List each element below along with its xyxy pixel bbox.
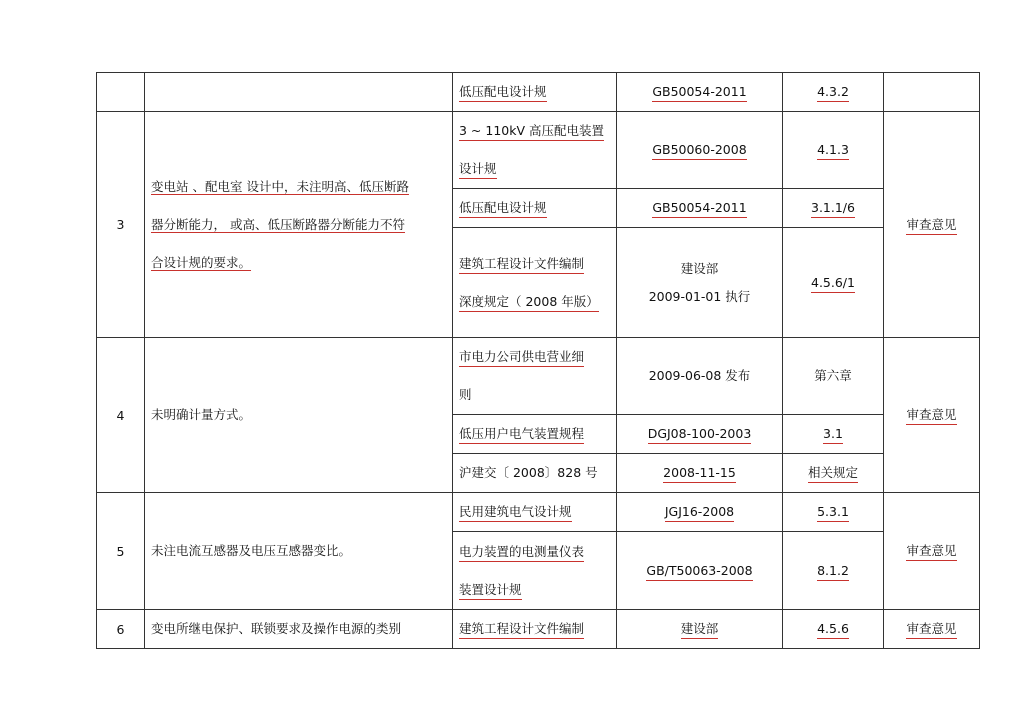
table-row xyxy=(97,610,980,649)
clause-cell: 4.5.6 xyxy=(783,610,884,649)
standard-code-cell: DGJ08-100-2003 xyxy=(617,415,783,454)
table-row xyxy=(97,73,980,112)
standard-code-cell: 2009-06-08 发布 xyxy=(617,338,783,415)
clause-cell: 5.3.1 xyxy=(783,493,884,532)
clause-cell: 8.1.2 xyxy=(783,532,884,610)
standard-name-cell: 低压配电设计规 xyxy=(453,73,617,112)
standard-name-cell: 电力装置的电测量仪表 装置设计规 xyxy=(453,532,617,610)
opinion-cell xyxy=(884,610,980,649)
standard-code-cell: GB50054-2011 xyxy=(617,189,783,228)
standard-code-cell: GB50054-2011 xyxy=(617,73,783,112)
review-opinion-label: 审查意见 xyxy=(906,407,956,425)
issue-line: 合设计规的要求。 xyxy=(151,254,252,270)
table-row xyxy=(97,493,980,532)
issue-cell: 未注电流互感器及电压互感器变比。 xyxy=(145,493,453,610)
review-opinion-label: 审查意见 xyxy=(906,543,956,561)
standard-name-cell: 建筑工程设计文件编制 深度规定（ 2008 年版） xyxy=(453,228,617,338)
standard-code-cell: GB50060-2008 xyxy=(617,112,783,189)
row-number: 3 xyxy=(97,112,145,338)
row-number xyxy=(97,73,145,112)
issue-line: 变电站 、配电室 设计中，未注明高、低压断路 xyxy=(151,178,409,194)
issue-cell: 未明确计量方式。 xyxy=(145,338,453,493)
standard-code-cell: 2008-11-15 xyxy=(617,454,783,493)
opinion-cell xyxy=(884,73,980,112)
row-number: 5 xyxy=(97,493,145,610)
clause-cell: 4.1.3 xyxy=(783,112,884,189)
issue-line: 器分断能力， 或高、低压断路器分断能力不符 xyxy=(151,216,405,232)
standard-name-cell: 民用建筑电气设计规 xyxy=(453,493,617,532)
review-table xyxy=(96,72,980,649)
table-row xyxy=(97,338,980,415)
row-number: 4 xyxy=(97,338,145,493)
standard-code-cell: 建设部 xyxy=(617,610,783,649)
review-opinion-label: 审查意见 xyxy=(906,217,956,235)
opinion-cell xyxy=(884,112,980,338)
standard-name-cell: 低压用户电气装置规程 xyxy=(453,415,617,454)
row-number: 6 xyxy=(97,610,145,649)
issue-cell: 变电所继电保护、联锁要求及操作电源的类别 xyxy=(145,610,453,649)
review-opinion-label: 审查意见 xyxy=(906,621,956,639)
clause-cell: 4.5.6/1 xyxy=(783,228,884,338)
clause-cell: 3.1 xyxy=(783,415,884,454)
table-row xyxy=(97,112,980,189)
issue-cell xyxy=(145,73,453,112)
opinion-cell xyxy=(884,338,980,493)
clause-cell: 4.3.2 xyxy=(783,73,884,112)
clause-cell: 3.1.1/6 xyxy=(783,189,884,228)
standard-name-cell: 市电力公司供电营业细 则 xyxy=(453,338,617,415)
standard-code-cell: GB/T50063-2008 xyxy=(617,532,783,610)
clause-cell: 相关规定 xyxy=(783,454,884,493)
standard-name-cell: 低压配电设计规 xyxy=(453,189,617,228)
issue-cell xyxy=(145,112,453,338)
standard-name-cell: 建筑工程设计文件编制 xyxy=(453,610,617,649)
standard-name-cell: 沪建交〔 2008〕828 号 xyxy=(453,454,617,493)
standard-code-cell: JGJ16-2008 xyxy=(617,493,783,532)
clause-cell: 第六章 xyxy=(783,338,884,415)
standard-name-cell: 3 ~ 110kV 高压配电装置 设计规 xyxy=(453,112,617,189)
standard-code-cell: 建设部 2009-01-01 执行 xyxy=(617,228,783,338)
opinion-cell xyxy=(884,493,980,610)
